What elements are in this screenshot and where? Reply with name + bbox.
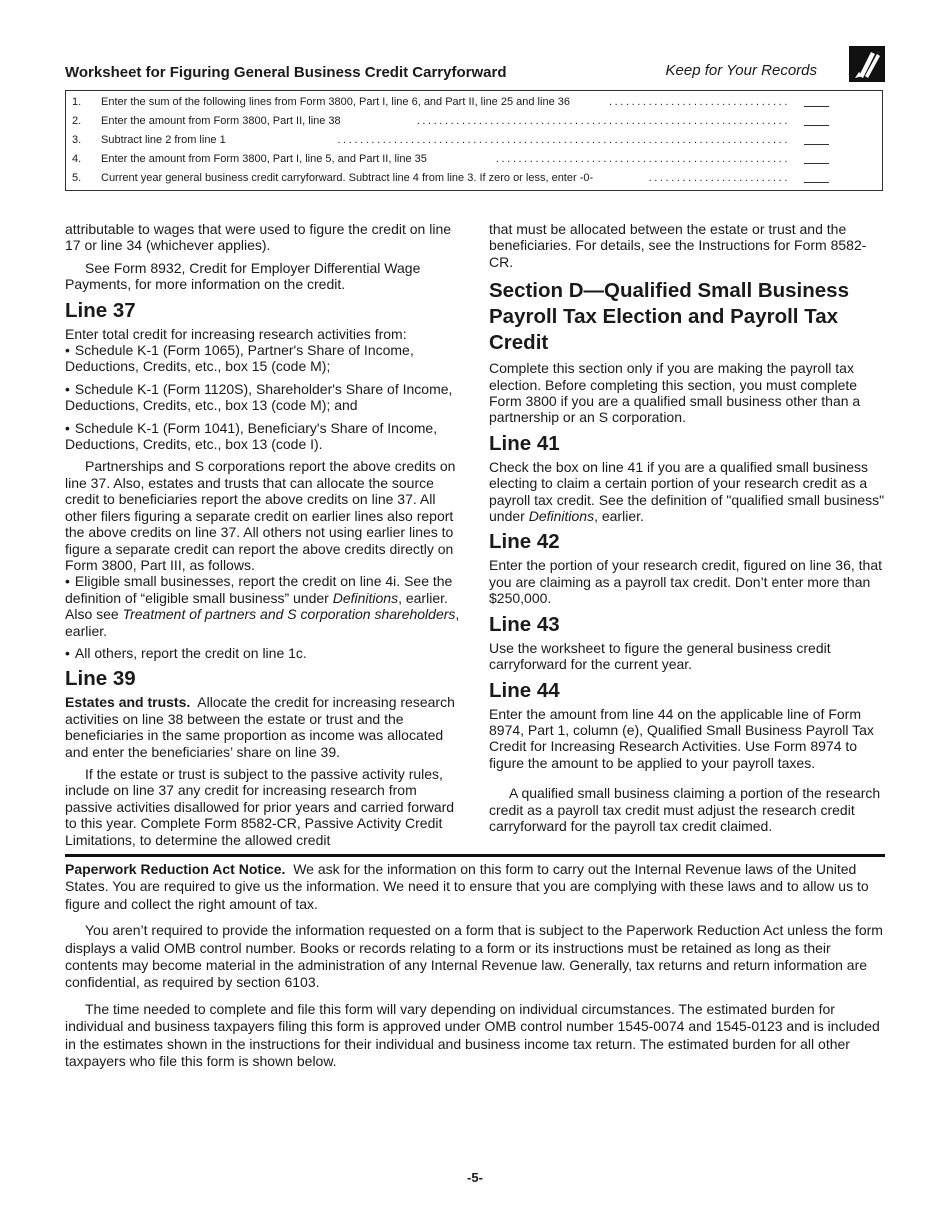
- worksheet-row: [66, 150, 882, 168]
- keep-for-records-label: Keep for Your Records: [665, 62, 817, 79]
- worksheet-title: Worksheet for Figuring General Business Credit Carryforward: [65, 64, 507, 81]
- paragraph: Enter total credit for increasing research activities from:: [65, 325, 407, 342]
- bullet-item: • Schedule K-1 (Form 1041), Beneficiary's Share of Income, Deductions, Credits, etc., box 13 (code I).: [65, 420, 461, 453]
- line-42-heading: Line 42: [489, 530, 560, 554]
- paperwork-reduction-notice: [65, 861, 885, 1079]
- paragraph-text: , earlier.: [594, 508, 644, 525]
- line-39-heading: Line 39: [65, 667, 136, 691]
- paragraph: attributable to wages that were used to figure the credit on line 17 or line 34 (whichever applies).: [65, 221, 452, 254]
- entry-blank[interactable]: [804, 182, 829, 183]
- paragraph: Use the worksheet to figure the general business credit carryforward for the current year.: [489, 639, 831, 673]
- worksheet-row: [66, 131, 882, 149]
- row-text: Current year general business credit carryforward. Subtract line 4 from line 3. If zero or less, enter -0-: [101, 172, 594, 184]
- paragraph-text: Check the box on line 41 if you are a qualified small business electing to claim a certain portion of your research credit as a payroll tax credit. See the definition of "qualified small business" under: [489, 458, 885, 525]
- paragraph-text: We ask for the information on this form to carry out the Internal Revenue laws of the United States. You are required to give us the information. We need it to ensure that you are complying with these laws and to allow us to figure and collect the right amount of tax.: [65, 861, 869, 912]
- leader-dots: ................................: [609, 96, 790, 108]
- left-column: [65, 221, 461, 854]
- bullet-item: • Schedule K-1 (Form 1120S), Shareholder's Share of Income, Deductions, Credits, etc., box 13 (code M); and: [65, 381, 461, 414]
- paragraph: [489, 459, 885, 525]
- line-41-heading: Line 41: [489, 431, 560, 455]
- paragraph: The time needed to complete and file this form will vary depending on individual circumstances. The estimated burden for individual and business taxpayers filing this form is approved under OMB control number 1545-0074 and 1545-0123 and is included in the estimates shown in the instructions for their individual and business income tax return. The estimated burden for all other taxpayers who file this form is shown below.: [65, 1000, 880, 1070]
- right-column: [489, 221, 885, 840]
- paragraph: If the estate or trust is subject to the passive activity rules, include on line 37 any credit for increasing research from passive activities disallowed for prior years and carried forward to this year. Complete Form 8582-CR, Passive Activity Credit Limitations, to determine the allowed credit: [65, 765, 455, 848]
- row-number: 3.: [72, 134, 82, 146]
- leader-dots: ..................................................................: [416, 115, 790, 127]
- worksheet-header: [65, 46, 885, 82]
- entry-blank[interactable]: [804, 144, 829, 145]
- row-number: 1.: [72, 96, 82, 108]
- run-in-heading: Paperwork Reduction Act Notice.: [65, 861, 286, 877]
- paragraph: See Form 8932, Credit for Employer Differential Wage Payments, for more information on the credit.: [65, 259, 421, 293]
- entry-blank[interactable]: [804, 106, 829, 107]
- paragraph: [65, 861, 885, 913]
- bullet-text: , earlier.: [65, 606, 460, 639]
- row-text: Subtract line 2 from line 1: [101, 134, 226, 146]
- section-d-heading: Section D—Qualified Small Business Payroll Tax Election and Payroll Tax Credit: [489, 279, 849, 355]
- paragraph: Complete this section only if you are making the payroll tax election. Before completing this section, you must complete Form 3800 if you are a qualified small business other than a partnership or an S corporation.: [489, 360, 861, 426]
- line-44-heading: Line 44: [489, 678, 560, 702]
- page-number: -5-: [467, 1170, 483, 1185]
- row-number: 5.: [72, 172, 82, 184]
- row-number: 4.: [72, 153, 82, 165]
- row-text: Enter the sum of the following lines from Form 3800, Part I, line 6, and Part II, line 25 and line 36: [101, 96, 570, 108]
- italic-ref: Definitions: [332, 589, 399, 606]
- pen-logo-icon: [849, 46, 885, 82]
- run-in-heading: Estates and trusts.: [65, 694, 191, 711]
- paragraph: You aren’t required to provide the information requested on a form that is subject to the Paperwork Reduction Act unless the form displays a valid OMB control number. Books or records relating to a form or its instructions must be retained as long as their contents may become material in the administration of any Internal Revenue law. Generally, tax returns and return information are confidential, as required by section 6103.: [65, 922, 883, 991]
- worksheet-row: [66, 169, 882, 187]
- entry-blank[interactable]: [804, 163, 829, 164]
- bullet-item: • Schedule K-1 (Form 1065), Partner's Share of Income, Deductions, Credits, etc., box 15 (code M);: [65, 342, 461, 375]
- leader-dots: .........................: [648, 172, 790, 184]
- leader-dots: ....................................................: [495, 153, 790, 165]
- paragraph: that must be allocated between the estate or trust and the beneficiaries. For details, see the Instructions for Form 8582-CR.: [489, 221, 867, 270]
- italic-ref: Definitions: [528, 508, 595, 525]
- line-37-heading: Line 37: [65, 298, 136, 322]
- paragraph: Enter the amount from line 44 on the applicable line of Form 8974, Part 1, column (e), Qualified Small Business Payroll Tax Credit for Increasing Research Activities. Use Form 8974 to figure the amount to be applied to your payroll taxes.: [489, 705, 874, 771]
- bullet-text: , earlier. Also see: [65, 589, 448, 623]
- italic-ref: Treatment of partners and S corporation shareholders: [122, 606, 456, 623]
- paragraph: A qualified small business claiming a portion of the research credit as a payroll tax credit must adjust the research credit carryforward for the payroll tax credit claimed.: [489, 785, 881, 834]
- paragraph: [65, 694, 461, 760]
- entry-blank[interactable]: [804, 125, 829, 126]
- paragraph-text: Allocate the credit for increasing research activities on line 38 between the estate or trust and the beneficiaries in the same proportion as income was allocated and enter the beneficiaries’ share on line 39.: [65, 694, 455, 760]
- bullet-item: • All others, report the credit on line 1c.: [65, 645, 461, 661]
- bullet-text: Eligible small businesses, report the credit on line 4i. See the definition of “eligible small business” under: [65, 573, 453, 606]
- line-43-heading: Line 43: [489, 612, 560, 636]
- paragraph: Partnerships and S corporations report the above credits on line 37. Also, estates and trusts that can allocate the source credit to beneficiaries report the above credits on line 37. All other filers figuring a separate credit on earlier lines also report the above credits on line 37. All others not using earlier lines to figure a separate credit can report the above credits directly on Form 3800, Part III, as follows.: [65, 458, 456, 573]
- section-divider: [65, 854, 885, 857]
- worksheet-row: [66, 112, 882, 130]
- row-text: Enter the amount from Form 3800, Part II, line 38: [101, 115, 341, 127]
- bullet-item: [65, 573, 461, 639]
- worksheet-row: [66, 93, 882, 111]
- leader-dots: ................................................................................: [337, 134, 790, 146]
- row-number: 2.: [72, 115, 82, 127]
- row-text: Enter the amount from Form 3800, Part I, line 5, and Part II, line 35: [101, 153, 427, 165]
- worksheet-table: [65, 90, 883, 191]
- paragraph: Enter the portion of your research credit, figured on line 36, that you are claiming as a payroll tax credit. Don’t enter more than $250,000.: [489, 557, 883, 607]
